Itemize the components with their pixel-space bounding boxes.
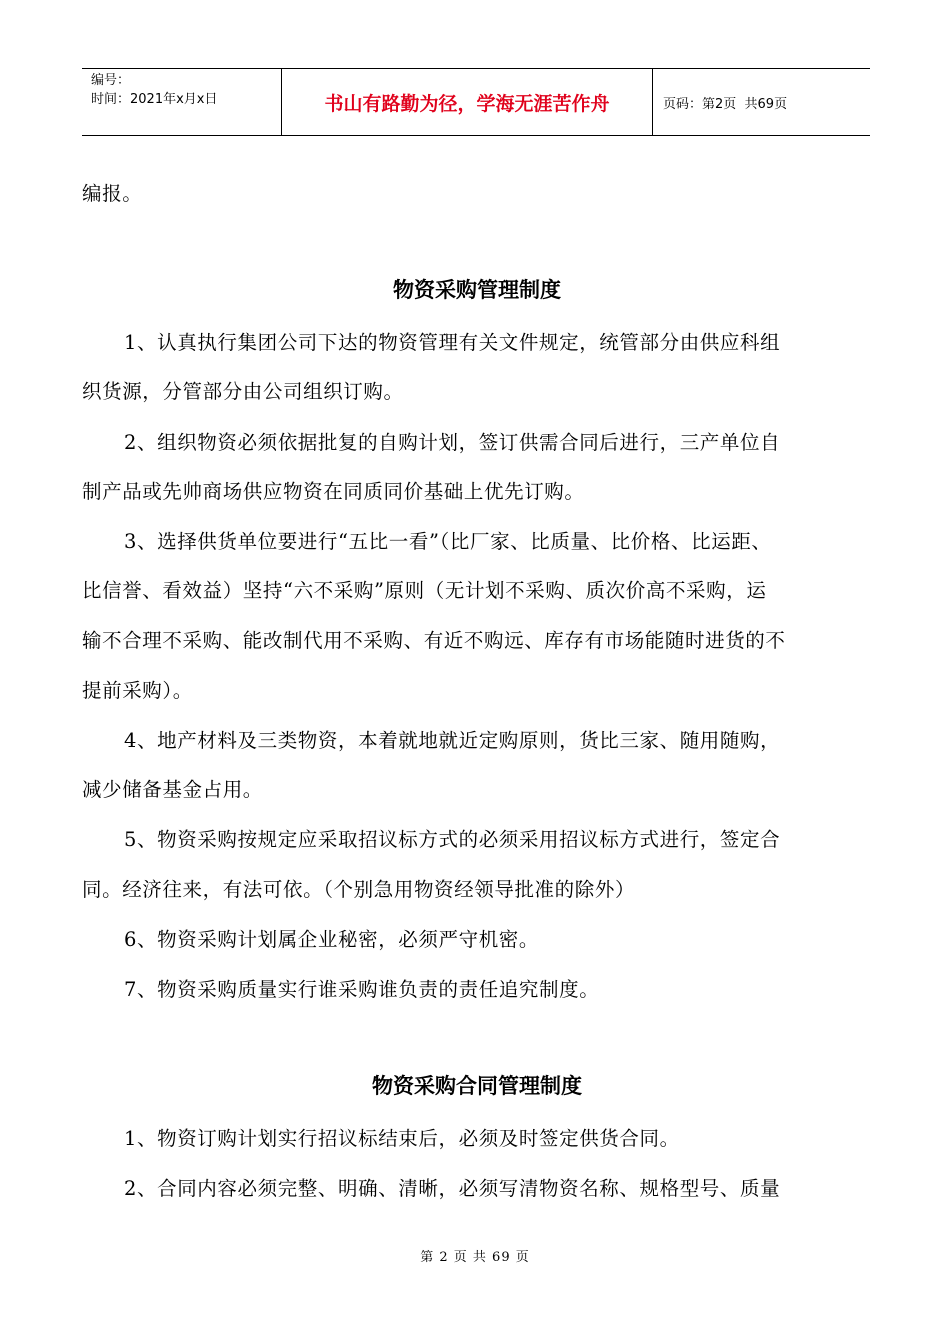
section1-line: 输不合理不采购、能改制代用不采购、有近不购远、库存有市场能随时进货的不 [82, 629, 786, 652]
section1-line: 比信誉、看效益）坚持“六不采购”原则（无计划不采购、质次价高不采购，运 [82, 579, 767, 602]
section1-line: 5、物资采购按规定应采取招议标方式的必须采用招议标方式进行，签定合 [124, 828, 781, 851]
section1-line: 4、地产材料及三类物资，本着就地就近定购原则，货比三家、随用随购， [124, 729, 781, 752]
number-label: 编号： [91, 73, 131, 88]
page-header [82, 68, 870, 136]
header-page-info [653, 69, 870, 135]
section1-line: 3、选择供货单位要进行“五比一看”（比厂家、比质量、比价格、比运距、 [124, 530, 772, 553]
section1-line: 同。经济往来，有法可依。（个别急用物资经领导批准的除外） [82, 878, 636, 901]
section2-line: 2、合同内容必须完整、明确、清晰，必须写清物资名称、规格型号、质量 [124, 1177, 781, 1200]
header-meta [82, 69, 281, 135]
section2-title: 物资采购合同管理制度 [372, 1073, 582, 1098]
section1-title: 物资采购管理制度 [393, 277, 561, 302]
section1-line: 减少储备基金占用。 [82, 778, 263, 801]
header-motto: 书山有路勤为径，学海无涯苦作舟 [281, 69, 653, 135]
section1-line: 1、认真执行集团公司下达的物资管理有关文件规定，统管部分由供应科组 [124, 331, 781, 354]
intro-tail: 编报。 [82, 182, 143, 205]
section1-line: 7、物资采购质量实行谁采购谁负责的责任追究制度。 [124, 978, 600, 1001]
page-footer: 第 2 页 共 69 页 [420, 1250, 530, 1265]
date-label: 时间：2021年x月x日 [91, 92, 218, 107]
section1-line: 制产品或先帅商场供应物资在同质同价基础上优先订购。 [82, 480, 585, 503]
section2-line: 1、物资订购计划实行招议标结束后，必须及时签定供货合同。 [124, 1127, 680, 1150]
section1-line: 提前采购）。 [82, 679, 193, 702]
section1-line: 6、物资采购计划属企业秘密，必须严守机密。 [124, 928, 540, 951]
page-info-text: 页码：第2页 共69页 [663, 96, 788, 112]
section1-line: 2、组织物资必须依据批复的自购计划，签订供需合同后进行，三产单位自 [124, 431, 781, 454]
section1-line: 织货源，分管部分由公司组织订购。 [82, 380, 404, 403]
